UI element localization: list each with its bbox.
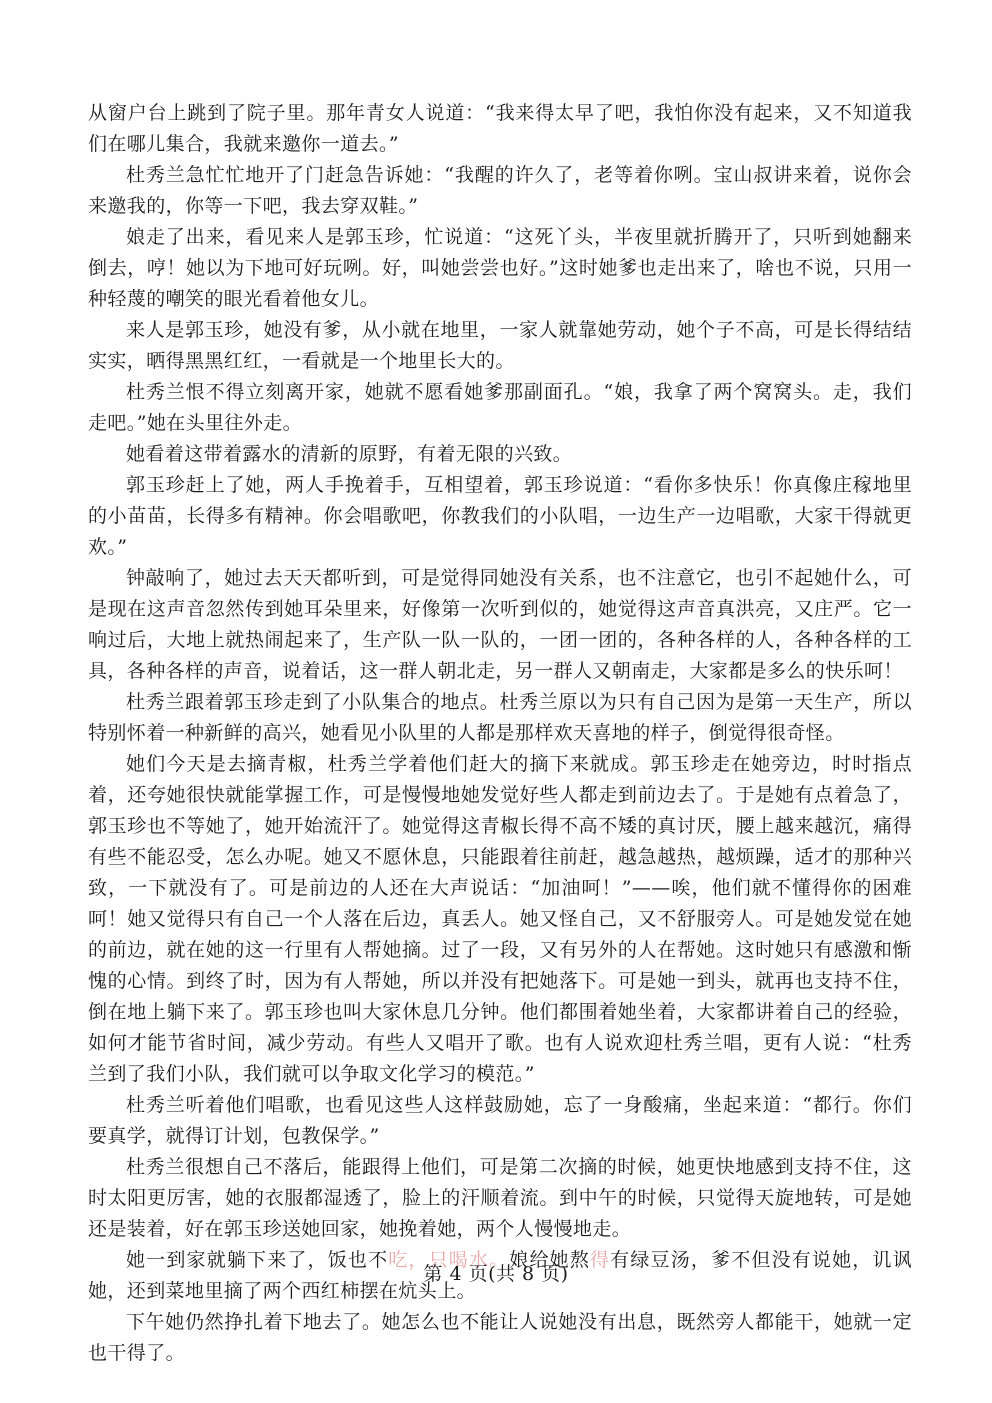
watermark-text-2: 得 [590,1249,611,1271]
paragraph-1: 从窗户台上跳到了院子里。那年青女人说道：“我来得太早了吧，我怕你没有起来，又不知道我们在哪儿集合，我就来邀你一道去。” [88,102,912,155]
page-number: 第 4 页(共 8 页) [423,1263,569,1285]
paragraph-4: 来人是郭玉珍，她没有爹，从小就在地里，一家人就靠她劳动，她个子不高，可是长得结结实实，晒得黑黑红红，一看就是一个地里长大的。 [88,319,912,372]
paragraph-14: 下午她仍然挣扎着下地去了。她怎么也不能让人说她没有出息，既然旁人都能干，她就一定也干得了。 [88,1311,912,1364]
watermark-text: 吃，只喝水。 [388,1249,510,1271]
paragraph-8: 钟敲响了，她过去天天都听到，可是觉得同她没有关系，也不注意它，也引不起她什么，可是现在这声音忽然传到她耳朵里来，好像第一次听到似的，她觉得这声音真洪亮，又庄严。它一响过后，大地上就热闹起来了，生产队一队一队的，一团一团的，各种各样的人，各种各样的工具，各种各样的声音，说着话，这一群人朝北走，另一群人又朝南走，大家都是多么的快乐呵！ [88,567,912,682]
paragraph-13-start: 她一到家就躺下来了，饭也不 [126,1249,389,1271]
paragraph-11: 杜秀兰听着他们唱歌，也看见这些人这样鼓励她，忘了一身酸痛，坐起来道：“都行。你们要真学，就得订计划，包教保学。” [88,1094,912,1147]
paragraph-10: 她们今天是去摘青椒，杜秀兰学着他们赶大的摘下来就成。郭玉珍走在她旁边，时时指点着，还夸她很快就能掌握工作，可是慢慢地她发觉好些人都走到前边去了。于是她有点着急了，郭玉珍也不等她了，她开始流汗了。她觉得这青椒长得不高不矮的真讨厌，腰上越来越沉，痛得有些不能忍受，怎么办呢。她又不愿休息，只能跟着往前赶，越急越热，越烦躁，适才的那种兴致，一下就没有了。可是前边的人还在大声说话：“加油呵！”——唉，他们就不懂得你的困难呵！她又觉得只有自己一个人落在后边，真丢人。她又怪自己，又不舒服旁人。可是她发觉在她的前边，就在她的这一行里有人帮她摘。过了一段，又有另外的人在帮她。这时她只有感激和惭愧的心情。到终了时，因为有人帮她，所以并没有把她落下。可是她一到头，就再也支持不住，倒在地上躺下来了。郭玉珍也叫大家休息几分钟。他们都围着她坐着，大家都讲着自己的经验，如何才能节省时间，减少劳动。有些人又唱开了歌。也有人说欢迎杜秀兰唱，更有人说：“杜秀兰到了我们小队，我们就可以争取文化学习的模范。” [88,753,912,1085]
paragraph-9: 杜秀兰跟着郭玉珍走到了小队集合的地点。杜秀兰原以为只有自己因为是第一天生产，所以特别怀着一种新鲜的高兴，她看见小队里的人都是那样欢天喜地的样子，倒觉得很奇怪。 [88,691,912,744]
body-text [88,98,912,1369]
paragraph-7: 郭玉珍赶上了她，两人手挽着手，互相望着，郭玉珍说道：“看你多快乐！你真像庄稼地里的小苗苗，长得多有精神。你会唱歌吧，你教我们的小队唱，一边生产一边唱歌，大家干得就更欢。” [88,474,912,558]
paragraph-5: 杜秀兰恨不得立刻离开家，她就不愿看她爹那副面孔。“娘，我拿了两个窝窝头。走，我们走吧。”她在头里往外走。 [88,381,912,434]
paragraph-2: 杜秀兰急忙忙地开了门赶急告诉她：“我醒的许久了，老等着你咧。宝山叔讲来着，说你会来邀我的，你等一下吧，我去穿双鞋。” [88,164,912,217]
paragraph-12: 杜秀兰很想自己不落后，能跟得上他们，可是第二次摘的时候，她更快地感到支持不住，这时太阳更厉害，她的衣服都湿透了，脸上的汗顺着流。到中午的时候，只觉得天旋地转，可是她还是装着，好在郭玉珍送她回家，她挽着她，两个人慢慢地走。 [88,1156,912,1240]
page-footer [0,1260,992,1288]
paragraph-3: 娘走了出来，看见来人是郭玉珍，忙说道：“这死丫头，半夜里就折腾开了，只听到她翻来倒去，哼！她以为下地可好玩咧。好，叫她尝尝也好。”这时她爹也走出来了，啥也不说，只用一种轻蔑的嘲笑的眼光看着他女儿。 [88,226,912,310]
paragraph-13-end: 有绿豆汤，爹不但没有说她，讥讽她，还到菜地里摘了两个西红柿摆在炕头上。 [88,1249,913,1302]
paragraph-6: 她看着这带着露水的清新的原野，有着无限的兴致。 [126,443,573,465]
paragraph-13-middle: 娘给她熬 [509,1249,590,1271]
